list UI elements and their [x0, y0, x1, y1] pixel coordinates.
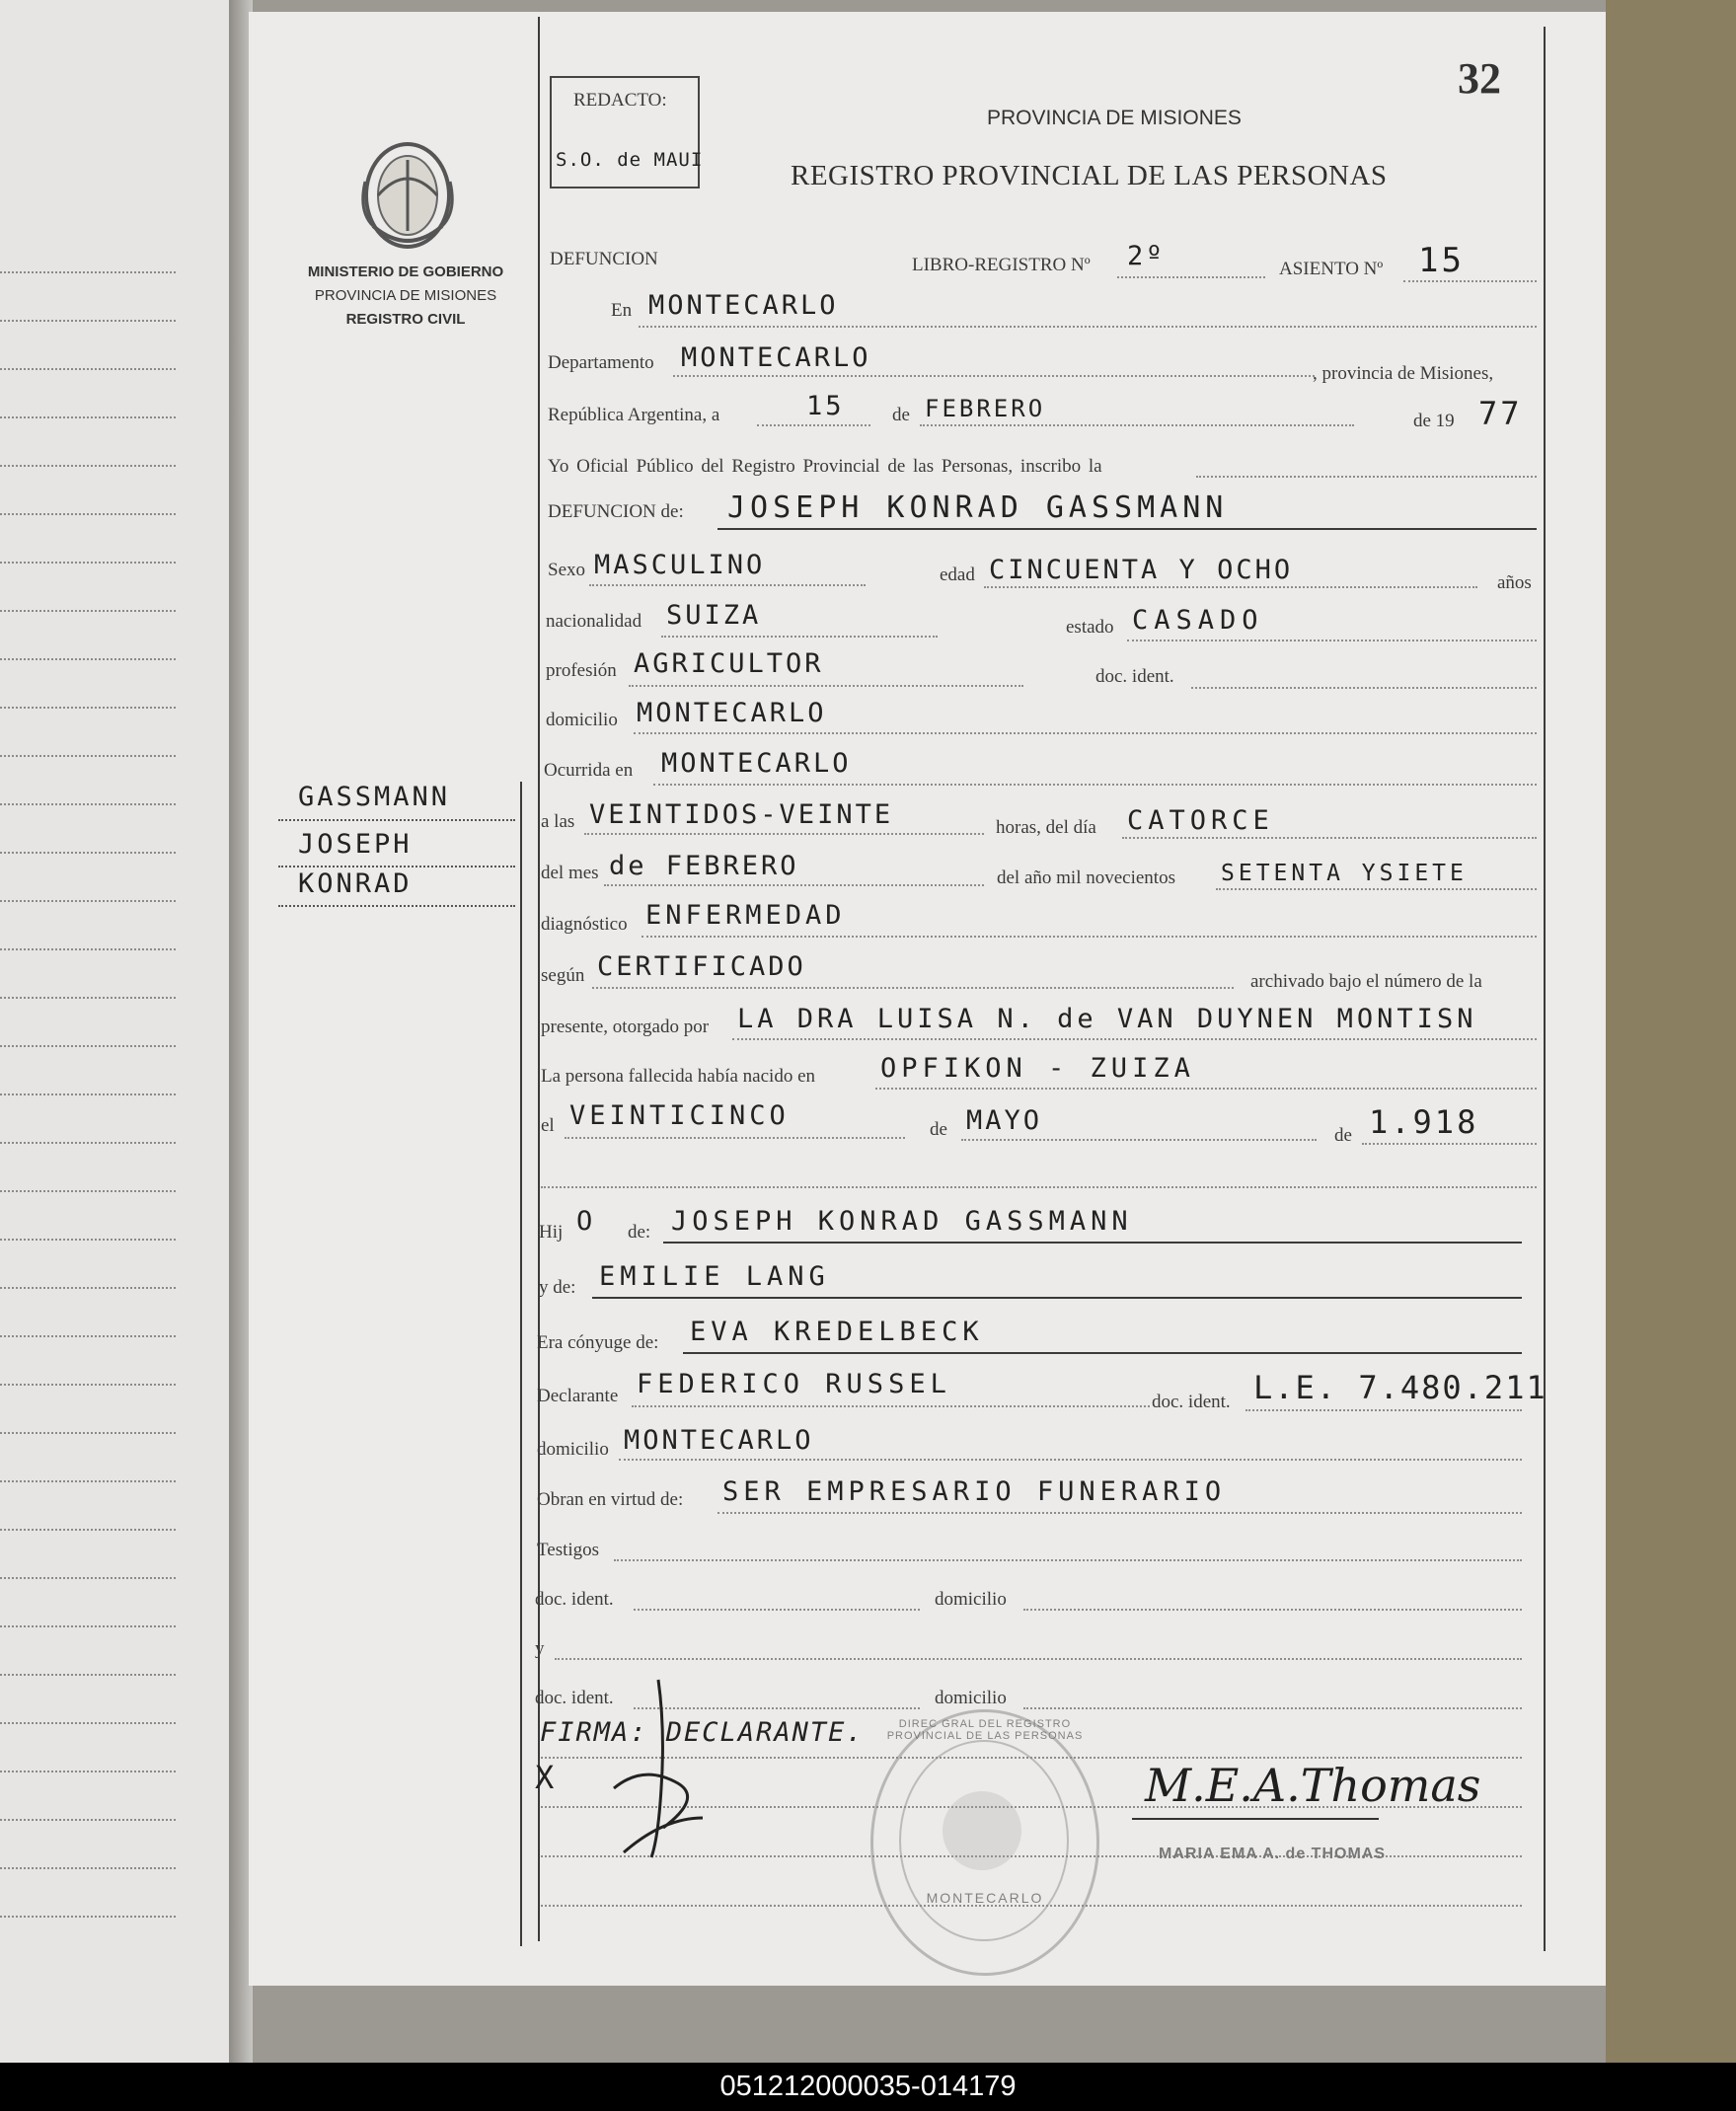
margin-surname: GASSMANN	[298, 782, 451, 812]
mother-value: EMILIE LANG	[599, 1261, 830, 1292]
testigos-line	[614, 1559, 1522, 1561]
year-label: de 19	[1413, 411, 1455, 431]
margin-line	[278, 905, 515, 907]
decl-domicilio-label: domicilio	[537, 1439, 609, 1460]
barcode-footer: 051212000035-014179	[0, 2063, 1736, 2111]
left-page-line	[0, 1916, 176, 1918]
birth-year-value: 1.918	[1369, 1103, 1479, 1141]
obran-line	[717, 1512, 1522, 1514]
left-page-line	[0, 320, 176, 322]
birth-month-value: MAYO	[966, 1105, 1043, 1136]
edad-value: CINCUENTA Y OCHO	[989, 555, 1294, 585]
right-rule	[1544, 27, 1546, 1951]
defuncion-de-label: DEFUNCION de:	[548, 501, 684, 522]
record-type-label: DEFUNCION	[550, 249, 658, 269]
provincia-label: , provincia de Misiones,	[1313, 363, 1494, 384]
sexo-value: MASCULINO	[594, 550, 766, 580]
libro-line	[1117, 276, 1265, 278]
month-line	[920, 424, 1354, 426]
left-page-line	[0, 610, 176, 612]
edad-line	[984, 586, 1477, 588]
segun-line	[592, 987, 1234, 989]
left-page	[0, 0, 232, 2063]
testigos-label: Testigos	[537, 1540, 600, 1560]
ocurrida-line	[653, 784, 1537, 786]
sexo-line	[589, 584, 866, 586]
left-page-line	[0, 755, 176, 757]
redacto-value: S.O. de MAUI	[556, 149, 704, 171]
left-page-line	[0, 1625, 176, 1627]
oficial-text: Yo Oficial Público del Registro Provincial de las Personas, inscribo la	[548, 456, 1102, 477]
officer-signature: M.E.A.Thomas	[1145, 1759, 1481, 1812]
margin-line	[278, 866, 515, 867]
year-value: 77	[1478, 395, 1523, 432]
libro-value: 2º	[1127, 241, 1166, 271]
birth-month-line	[961, 1139, 1317, 1141]
presente-line	[732, 1038, 1537, 1040]
hijo-label: Hij	[539, 1222, 564, 1243]
birth-de-label: de	[930, 1119, 947, 1140]
declarante-doc-value: L.E. 7.480.211	[1253, 1369, 1547, 1406]
left-page-line	[0, 1432, 176, 1434]
conyuge-value: EVA KREDELBECK	[690, 1317, 984, 1347]
y-de-label: y de:	[539, 1277, 576, 1298]
official-stamp	[870, 1709, 1099, 1976]
hijo-suffix: O	[576, 1206, 596, 1237]
domicilio-label: domicilio	[546, 710, 618, 730]
left-page-line	[0, 1384, 176, 1386]
estado-label: estado	[1066, 617, 1114, 638]
obran-label: Obran en virtud de:	[537, 1489, 684, 1510]
en-value: MONTECARLO	[648, 290, 839, 321]
register-page	[249, 12, 1606, 1986]
officer-sig-line	[1132, 1818, 1379, 1820]
el-label: el	[541, 1115, 555, 1136]
en-line	[639, 326, 1537, 328]
obran-value: SER EMPRESARIO FUNERARIO	[722, 1476, 1227, 1507]
profesion-value: AGRICULTOR	[634, 648, 824, 679]
mother-line	[592, 1297, 1522, 1299]
left-page-line	[0, 900, 176, 902]
left-page-line	[0, 1142, 176, 1144]
nacido-value: OPFIKON - ZUIZA	[880, 1053, 1195, 1084]
edad-label: edad	[940, 565, 975, 585]
ministry-line3: REGISTRO CIVIL	[345, 311, 466, 328]
left-page-line	[0, 997, 176, 999]
departamento-label: Departamento	[548, 352, 654, 373]
declarant-signature	[604, 1670, 713, 1867]
left-page-line	[0, 465, 176, 467]
left-page-line	[0, 1190, 176, 1192]
dia-line	[1122, 837, 1537, 839]
t2-doc-label: doc. ident.	[535, 1688, 614, 1708]
ministry-block	[292, 261, 519, 332]
domicilio-value: MONTECARLO	[637, 698, 827, 728]
t2-line	[555, 1658, 1522, 1660]
left-page-line	[0, 1819, 176, 1821]
left-page-line	[0, 1577, 176, 1579]
archivado-label: archivado bajo el número de la	[1250, 971, 1482, 992]
del-mes-label: del mes	[541, 863, 599, 883]
ocurrida-value: MONTECARLO	[661, 748, 852, 779]
left-page-line	[0, 1045, 176, 1047]
del-mes-value: de FEBRERO	[609, 851, 799, 881]
t1-dom-label: domicilio	[935, 1589, 1007, 1610]
a-las-line	[584, 833, 984, 835]
firma-value: FIRMA: DECLARANTE.	[540, 1717, 865, 1748]
deceased-name: JOSEPH KONRAD GASSMANN	[727, 490, 1229, 525]
redacto-box	[550, 76, 704, 188]
left-page-line	[0, 513, 176, 515]
left-page-line	[0, 707, 176, 709]
left-page-line	[0, 562, 176, 564]
page-number: 32	[1458, 54, 1501, 103]
asiento-value: 15	[1418, 241, 1465, 280]
left-page-line	[0, 948, 176, 950]
book-cover-edge	[1606, 0, 1736, 2063]
doc-ident-line	[1191, 687, 1537, 689]
redacto-label: REDACTO:	[573, 90, 667, 111]
nacionalidad-line	[661, 636, 938, 638]
margin-line	[278, 819, 515, 821]
declarante-label: Declarante	[537, 1386, 619, 1406]
birth-year-line	[1362, 1143, 1537, 1145]
declarante-value: FEDERICO RUSSEL	[637, 1369, 951, 1399]
officer-name: MARIA EMA A. de THOMAS	[1159, 1846, 1386, 1862]
day-value: 15	[806, 391, 845, 421]
register-title: REGISTRO PROVINCIAL DE LAS PERSONAS	[791, 160, 1388, 191]
en-label: En	[611, 300, 633, 321]
estado-line	[1127, 640, 1537, 641]
horas-label: horas, del día	[996, 817, 1096, 838]
t1-doc-line	[634, 1609, 920, 1611]
birth-day-line	[565, 1137, 905, 1139]
ministry-line1: MINISTERIO DE GOBIERNO	[307, 264, 504, 280]
province-heading: PROVINCIA DE MISIONES	[987, 107, 1242, 129]
ocurrida-label: Ocurrida en	[544, 760, 634, 781]
t2-dom-label: domicilio	[935, 1688, 1007, 1708]
left-page-line	[0, 271, 176, 273]
y-label: y	[535, 1638, 545, 1659]
stamp-emblem-icon	[943, 1791, 1021, 1870]
profesion-line	[629, 685, 1023, 687]
t1-doc-label: doc. ident.	[535, 1589, 614, 1610]
nacido-label: La persona fallecida había nacido en	[541, 1066, 815, 1087]
left-page-line	[0, 1239, 176, 1241]
libro-label: LIBRO-REGISTRO Nº	[912, 255, 1091, 275]
blank-line	[541, 1186, 1537, 1188]
left-page-line	[0, 658, 176, 660]
doc-ident-label: doc. ident.	[1095, 666, 1174, 687]
left-page-line	[0, 1093, 176, 1095]
segun-value: CERTIFICADO	[597, 951, 806, 982]
departamento-value: MONTECARLO	[681, 342, 871, 373]
republica-label: República Argentina, a	[548, 405, 720, 425]
del-ano-label: del año mil novecientos	[997, 867, 1175, 888]
father-line	[663, 1242, 1522, 1244]
oficial-line	[1196, 476, 1537, 478]
ministry-line2: PROVINCIA DE MISIONES	[314, 287, 497, 304]
anos-label: años	[1497, 572, 1532, 593]
sexo-label: Sexo	[548, 560, 585, 580]
left-page-line	[0, 803, 176, 805]
left-page-line	[0, 1674, 176, 1676]
t2-dom-line	[1023, 1707, 1522, 1709]
left-page-line	[0, 1722, 176, 1724]
a-las-label: a las	[541, 811, 575, 832]
left-page-line	[0, 1771, 176, 1772]
day-line	[757, 424, 870, 426]
left-page-line	[0, 852, 176, 854]
conyuge-label: Era cónyuge de:	[537, 1332, 659, 1353]
nacionalidad-value: SUIZA	[666, 600, 762, 631]
left-page-line	[0, 1287, 176, 1289]
de-label: de	[892, 405, 910, 425]
stamp-city: MONTECARLO	[926, 1890, 1044, 1906]
birth-day-value: VEINTICINCO	[569, 1100, 790, 1131]
del-mes-line	[604, 884, 984, 886]
declarante-doc-label: doc. ident.	[1152, 1392, 1231, 1412]
margin-name1: JOSEPH	[298, 829, 413, 860]
deceased-name-line	[717, 528, 1537, 530]
stamp-text: DIREC GRAL DEL REGISTRO PROVINCIAL DE LAS PERSONAS	[886, 1718, 1084, 1742]
presente-label: presente, otorgado por	[541, 1017, 710, 1037]
asiento-label: ASIENTO Nº	[1279, 259, 1384, 279]
domicilio-line	[634, 732, 1537, 734]
left-page-line	[0, 416, 176, 418]
nacionalidad-label: nacionalidad	[546, 611, 642, 632]
month-value: FEBRERO	[925, 395, 1046, 422]
departamento-line	[673, 375, 1315, 377]
decl-domicilio-line	[619, 1459, 1522, 1461]
ano-value: SETENTA YSIETE	[1221, 861, 1468, 886]
t1-dom-line	[1023, 1609, 1522, 1611]
conyuge-line	[683, 1352, 1522, 1354]
hijo-de-label: de:	[628, 1222, 651, 1243]
estado-value: CASADO	[1132, 605, 1264, 636]
declarante-doc-line	[1245, 1409, 1522, 1411]
decl-domicilio-value: MONTECARLO	[624, 1425, 814, 1456]
left-page-line	[0, 368, 176, 370]
diagnostico-line	[642, 936, 1537, 938]
segun-label: según	[541, 965, 585, 986]
left-page-line	[0, 1480, 176, 1482]
birth-year-label: de	[1334, 1125, 1352, 1146]
dia-value: CATORCE	[1127, 805, 1274, 836]
father-value: JOSEPH KONRAD GASSMANN	[671, 1206, 1133, 1237]
ano-line	[1216, 888, 1537, 890]
asiento-line	[1403, 280, 1537, 282]
profesion-label: profesión	[546, 660, 617, 681]
left-page-line	[0, 1529, 176, 1531]
nacido-line	[875, 1088, 1537, 1090]
left-page-line	[0, 1335, 176, 1337]
diagnostico-value: ENFERMEDAD	[645, 900, 846, 931]
declarante-line	[632, 1405, 1150, 1407]
coat-of-arms-icon	[353, 132, 462, 259]
margin-name2: KONRAD	[298, 868, 413, 899]
margin-rule-inner	[520, 782, 522, 1946]
diagnostico-label: diagnóstico	[541, 914, 628, 935]
left-page-line	[0, 1867, 176, 1869]
x-mark: X	[535, 1759, 558, 1796]
a-las-value: VEINTIDOS-VEINTE	[589, 799, 894, 830]
presente-value: LA DRA LUISA N. de VAN DUYNEN MONTISN	[737, 1004, 1477, 1034]
